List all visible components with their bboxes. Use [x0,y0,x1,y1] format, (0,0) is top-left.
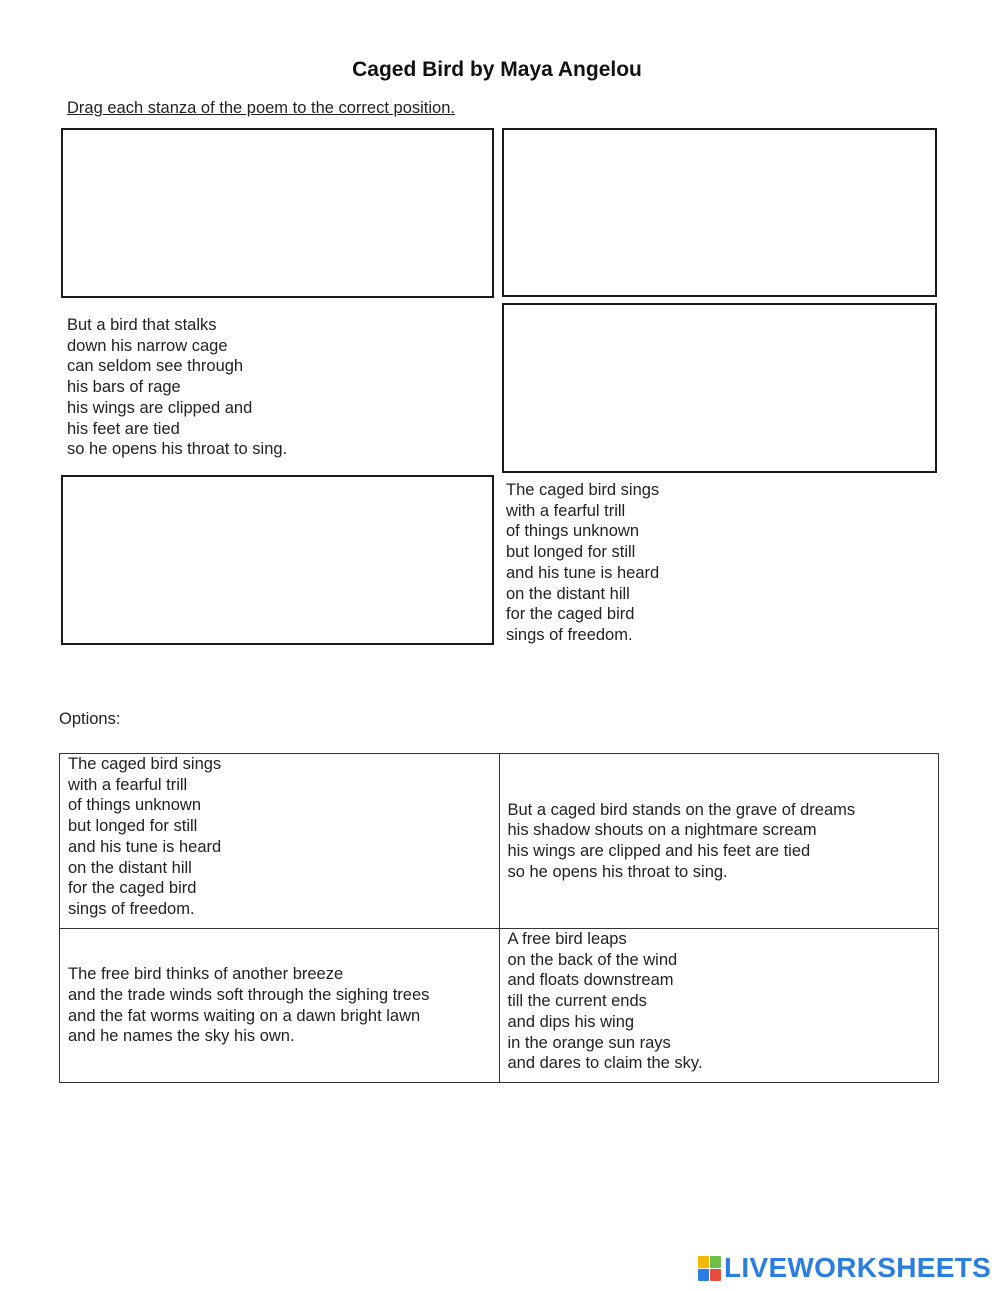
option-stanza[interactable]: The free bird thinks of another breeze and the trade winds soft through the sighing trees and the fat worms waiting on a dawn bright lawn and he names the sky his own. [60,929,500,1083]
placed-stanza-right[interactable]: The caged bird sings with a fearful trill of things unknown but longed for still and his tune is heard on the distant hill for the caged bird sings of freedom. [506,481,660,644]
drop-zone-1[interactable] [61,128,494,298]
logo-block [698,1269,709,1281]
option-stanza[interactable]: The caged bird sings with a fearful trill of things unknown but longed for still and his tune is heard on the distant hill for the caged bird sings of freedom. [60,754,500,929]
logo-blocks-icon [698,1256,721,1281]
option-stanza[interactable]: But a caged bird stands on the grave of dreams his shadow shouts on a nightmare scream his wings are clipped and his feet are tied so he opens his throat to sing. [499,754,939,929]
instruction-text: Drag each stanza of the poem to the correct position. [67,99,455,117]
drop-zone-4[interactable] [61,475,494,645]
options-row [60,754,939,929]
placed-stanza-left[interactable]: But a bird that stalks down his narrow cage can seldom see through his bars of rage his wings are clipped and his feet are tied so he opens his throat to sing. [67,316,288,459]
logo-block [698,1256,709,1268]
logo-block [710,1269,721,1281]
options-row [60,929,939,1083]
logo-text: LIVEWORKSHEETS [724,1252,992,1283]
liveworksheets-logo [698,1253,991,1283]
drop-zone-2[interactable] [502,128,937,297]
drop-zone-3[interactable] [502,303,937,473]
options-table [59,753,939,1083]
page-title: Caged Bird by Maya Angelou [352,58,642,81]
option-stanza[interactable]: A free bird leaps on the back of the wind and floats downstream till the current ends and dips his wing in the orange sun rays and dares to claim the sky. [499,929,939,1083]
options-label: Options: [59,710,121,728]
logo-block [710,1256,721,1268]
